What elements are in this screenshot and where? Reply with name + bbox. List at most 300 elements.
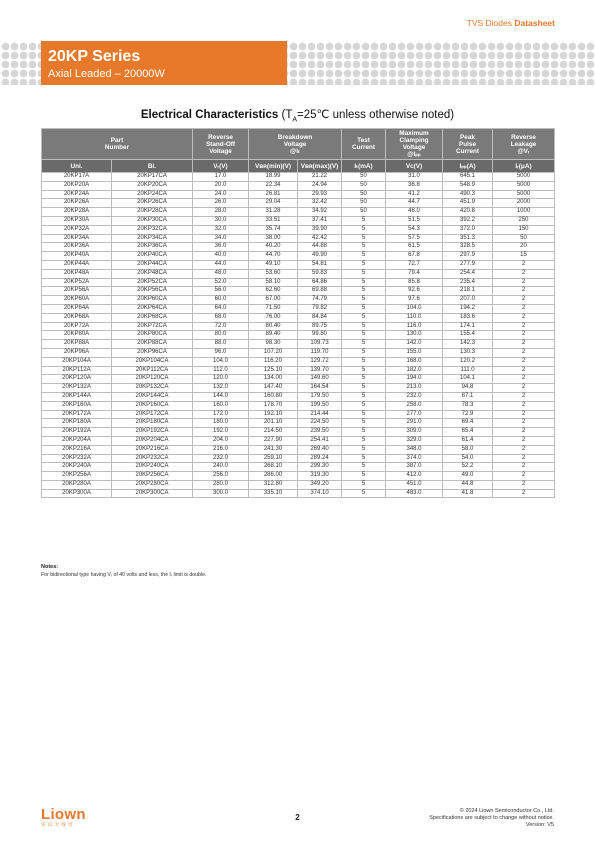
table-cell: 5: [342, 278, 386, 287]
table-cell: 44.0: [193, 260, 249, 269]
table-cell: 20KP280CA: [112, 480, 193, 489]
table-cell: 232.0: [386, 392, 443, 401]
table-cell: 645.1: [443, 173, 493, 182]
footer-disclaimer: Specifications are subject to change without notice.: [429, 815, 554, 821]
table-cell: 134.00: [249, 375, 298, 384]
table-cell: 41.8: [443, 489, 493, 498]
table-cell: 172.0: [193, 410, 249, 419]
table-cell: 33.51: [249, 216, 298, 225]
table-cell: 387.0: [386, 463, 443, 472]
table-cell: 80.40: [249, 322, 298, 331]
table-cell: 17.0: [193, 173, 249, 182]
table-row: [42, 216, 555, 225]
table-cell: 155.4: [443, 331, 493, 340]
table-cell: 150: [493, 225, 555, 234]
table-cell: 20KP26CA: [112, 199, 193, 208]
table-cell: 20KP34A: [42, 234, 112, 243]
table-cell: 139.70: [298, 366, 342, 375]
table-cell: 24.0: [193, 190, 249, 199]
table-cell: 277.9: [443, 260, 493, 269]
table-cell: 52.2: [443, 463, 493, 472]
table-body: [42, 173, 555, 498]
table-cell: 37.41: [298, 216, 342, 225]
table-cell: 20KP64CA: [112, 304, 193, 313]
table-row: [42, 313, 555, 322]
table-cell: 2: [493, 472, 555, 481]
table-cell: 319.30: [298, 472, 342, 481]
table-cell: 328.5: [443, 243, 493, 252]
table-cell: 60.0: [193, 296, 249, 305]
table-cell: 374.10: [298, 489, 342, 498]
table-cell: 20KP56CA: [112, 287, 193, 296]
table-cell: 5: [342, 428, 386, 437]
series-title: 20KP Series: [48, 48, 141, 65]
table-cell: 20KP300A: [42, 489, 112, 498]
table-cell: 5: [342, 489, 386, 498]
table-cell: 20KP24A: [42, 190, 112, 199]
document-category: TVS Diodes Datasheet: [466, 18, 555, 28]
table-cell: 132.0: [193, 384, 249, 393]
table-cell: 5: [342, 445, 386, 454]
table-cell: 57.5: [386, 234, 443, 243]
table-cell: 142.3: [443, 340, 493, 349]
unit-cell: Vʙʀ(min)(V): [249, 160, 298, 173]
table-cell: 5: [342, 480, 386, 489]
table-cell: 78.3: [443, 401, 493, 410]
table-row: [42, 428, 555, 437]
table-cell: 241.30: [249, 445, 298, 454]
table-cell: 64.0: [193, 304, 249, 313]
table-cell: 50: [493, 234, 555, 243]
table-cell: 254.4: [443, 269, 493, 278]
table-cell: 49.90: [298, 252, 342, 261]
table-cell: 144.0: [193, 392, 249, 401]
table-cell: 20KP132A: [42, 384, 112, 393]
table-cell: 2: [493, 392, 555, 401]
table-cell: 129.72: [298, 357, 342, 366]
table-cell: 51.5: [386, 216, 443, 225]
table-cell: 2: [493, 322, 555, 331]
header-breakdown-voltage: Breakdown Voltage @Iₜ: [249, 129, 342, 160]
table-cell: 5: [342, 304, 386, 313]
table-cell: 36.8: [386, 181, 443, 190]
table-cell: 20KP232A: [42, 454, 112, 463]
table-cell: 67.8: [386, 252, 443, 261]
table-cell: 2: [493, 348, 555, 357]
header-clamping-voltage: Maximum Clamping Voltage @Iₚₚ: [386, 129, 443, 160]
table-cell: 84.84: [298, 313, 342, 322]
table-cell: 5: [342, 410, 386, 419]
header-reverse-leakage: Reverse Leakage @Vᵣ: [493, 129, 555, 160]
table-cell: 2: [493, 489, 555, 498]
table-cell: 20KP256CA: [112, 472, 193, 481]
table-cell: 5: [342, 243, 386, 252]
table-cell: 79.82: [298, 304, 342, 313]
table-cell: 256.0: [193, 472, 249, 481]
table-cell: 182.0: [386, 366, 443, 375]
table-cell: 20KP30CA: [112, 216, 193, 225]
table-cell: 147.40: [249, 384, 298, 393]
table-cell: 44.7: [386, 199, 443, 208]
table-cell: 286.00: [249, 472, 298, 481]
table-cell: 20KP216CA: [112, 445, 193, 454]
table-cell: 50: [342, 208, 386, 217]
table-cell: 31.0: [386, 173, 443, 182]
table-cell: 20KP34CA: [112, 234, 193, 243]
table-cell: 20KP44CA: [112, 260, 193, 269]
table-cell: 20KP144A: [42, 392, 112, 401]
table-cell: 36.0: [193, 243, 249, 252]
table-cell: 194.0: [386, 375, 443, 384]
table-cell: 30.0: [193, 216, 249, 225]
series-subtitle: Axial Leaded – 20000W: [48, 68, 165, 80]
table-cell: 451.0: [386, 480, 443, 489]
table-cell: 20KP26A: [42, 199, 112, 208]
table-cell: 20KP32CA: [112, 225, 193, 234]
table-cell: 183.6: [443, 313, 493, 322]
table-cell: 130.3: [443, 348, 493, 357]
table-cell: 26.81: [249, 190, 298, 199]
table-cell: 72.7: [386, 260, 443, 269]
table-cell: 5: [342, 375, 386, 384]
table-cell: 192.0: [193, 428, 249, 437]
table-cell: 20KP112CA: [112, 366, 193, 375]
table-cell: 87.1: [443, 392, 493, 401]
table-cell: 20KP80CA: [112, 331, 193, 340]
table-cell: 41.2: [386, 190, 443, 199]
table-cell: 59.83: [298, 269, 342, 278]
table-cell: 250: [493, 216, 555, 225]
table-cell: 20KP72A: [42, 322, 112, 331]
table-cell: 20KP160A: [42, 401, 112, 410]
table-cell: 5000: [493, 190, 555, 199]
table-cell: 299.30: [298, 463, 342, 472]
header-peak-pulse-current: Peak Pulse Current: [443, 129, 493, 160]
table-cell: 62.60: [249, 287, 298, 296]
table-cell: 5: [342, 313, 386, 322]
table-row: [42, 322, 555, 331]
table-cell: 119.70: [298, 348, 342, 357]
notes-text: For bidirectional type having Vᵣ of 40 volts and less, the Iᵣ limit is double.: [41, 572, 207, 578]
table-cell: 97.6: [386, 296, 443, 305]
table-cell: 2: [493, 269, 555, 278]
unit-cell: Uni.: [42, 160, 112, 173]
table-cell: 54.0: [443, 454, 493, 463]
table-cell: 58.0: [443, 445, 493, 454]
table-cell: 20KP28A: [42, 208, 112, 217]
table-cell: 61.5: [386, 243, 443, 252]
table-cell: 18.99: [249, 173, 298, 182]
footer-info: [429, 808, 554, 829]
logo-text: Liown: [41, 806, 86, 823]
table-cell: 96.0: [193, 348, 249, 357]
table-cell: 5: [342, 392, 386, 401]
table-cell: 374.0: [386, 454, 443, 463]
table-cell: 194.2: [443, 304, 493, 313]
table-cell: 50: [342, 190, 386, 199]
table-cell: 20KP68A: [42, 313, 112, 322]
table-cell: 5: [342, 454, 386, 463]
table-cell: 168.0: [386, 357, 443, 366]
table-cell: 213.0: [386, 384, 443, 393]
table-cell: 125.10: [249, 366, 298, 375]
table-row: [42, 489, 555, 498]
table-cell: 155.0: [386, 348, 443, 357]
table-cell: 20KP44A: [42, 260, 112, 269]
table-row: [42, 199, 555, 208]
table-cell: 116.20: [249, 357, 298, 366]
table-cell: 20KP144CA: [112, 392, 193, 401]
footer-version: Version: V5: [525, 822, 554, 828]
table-cell: 110.0: [386, 313, 443, 322]
table-cell: 20KP120A: [42, 375, 112, 384]
table-cell: 56.0: [193, 287, 249, 296]
table-cell: 348.0: [386, 445, 443, 454]
table-cell: 24.94: [298, 181, 342, 190]
unit-cell: Iᵣ(μA): [493, 160, 555, 173]
table-cell: 109.73: [298, 340, 342, 349]
table-cell: 20KP180CA: [112, 419, 193, 428]
table-cell: 111.0: [443, 366, 493, 375]
notes-title: Notes:: [41, 564, 59, 570]
table-cell: 20KP48CA: [112, 269, 193, 278]
table-cell: 2: [493, 313, 555, 322]
table-cell: 61.4: [443, 436, 493, 445]
header-test-current: Test Current: [342, 129, 386, 160]
table-cell: 20KP204A: [42, 436, 112, 445]
table-cell: 20.0: [193, 181, 249, 190]
table-cell: 20KP300CA: [112, 489, 193, 498]
table-row: [42, 454, 555, 463]
table-row: [42, 375, 555, 384]
table-cell: 26.0: [193, 199, 249, 208]
table-cell: 54.81: [298, 260, 342, 269]
table-cell: 85.8: [386, 278, 443, 287]
table-cell: 104.1: [443, 375, 493, 384]
logo-subtext: 乐 山 无 线 电: [41, 822, 74, 827]
table-cell: 2: [493, 463, 555, 472]
table-cell: 68.0: [193, 313, 249, 322]
table-cell: 20KP30A: [42, 216, 112, 225]
table-cell: 20KP72CA: [112, 322, 193, 331]
table-cell: 5: [342, 401, 386, 410]
table-cell: 218.1: [443, 287, 493, 296]
table-cell: 2: [493, 428, 555, 437]
table-cell: 20KP216A: [42, 445, 112, 454]
table-cell: 5: [342, 384, 386, 393]
table-row: [42, 419, 555, 428]
table-cell: 20KP24CA: [112, 190, 193, 199]
table-cell: 240.0: [193, 463, 249, 472]
table-cell: 224.50: [298, 419, 342, 428]
table-row: [42, 243, 555, 252]
table-cell: 20KP192A: [42, 428, 112, 437]
table-cell: 94.8: [443, 384, 493, 393]
table-cell: 5: [342, 260, 386, 269]
table-cell: 1000: [493, 208, 555, 217]
table-unit-row: [42, 160, 555, 173]
table-cell: 20KP172CA: [112, 410, 193, 419]
table-cell: 160.80: [249, 392, 298, 401]
table-cell: 49.0: [443, 472, 493, 481]
table-cell: 79.4: [386, 269, 443, 278]
table-cell: 2: [493, 331, 555, 340]
table-cell: 38.00: [249, 234, 298, 243]
table-cell: 44.88: [298, 243, 342, 252]
table-cell: 20: [493, 243, 555, 252]
table-cell: 451.9: [443, 199, 493, 208]
table-cell: 2: [493, 384, 555, 393]
table-cell: 268.10: [249, 463, 298, 472]
table-cell: 20KP80A: [42, 331, 112, 340]
table-cell: 5: [342, 419, 386, 428]
table-cell: 392.2: [443, 216, 493, 225]
table-cell: 5: [342, 225, 386, 234]
table-cell: 20KP64A: [42, 304, 112, 313]
table-cell: 20KP120CA: [112, 375, 193, 384]
table-row: [42, 225, 555, 234]
unit-cell: Vᵣ(V): [193, 160, 249, 173]
table-cell: 52.0: [193, 278, 249, 287]
table-row: [42, 436, 555, 445]
table-cell: 216.0: [193, 445, 249, 454]
table-cell: 372.0: [443, 225, 493, 234]
table-cell: 2: [493, 401, 555, 410]
table-cell: 20KP172A: [42, 410, 112, 419]
table-row: [42, 234, 555, 243]
table-cell: 50: [342, 199, 386, 208]
page-number: 2: [295, 813, 300, 822]
unit-cell: Bi.: [112, 160, 193, 173]
table-header-row: [42, 129, 555, 160]
header-reverse-standoff: Reverse Stand-Off Voltage: [193, 129, 249, 160]
table-row: [42, 472, 555, 481]
table-row: [42, 331, 555, 340]
table-cell: 5: [342, 357, 386, 366]
table-cell: 21.22: [298, 173, 342, 182]
table-cell: 116.0: [386, 322, 443, 331]
table-cell: 254.41: [298, 436, 342, 445]
table-cell: 98.30: [249, 340, 298, 349]
table-cell: 40.0: [193, 252, 249, 261]
table-row: [42, 401, 555, 410]
table-cell: 5: [342, 331, 386, 340]
table-cell: 207.0: [443, 296, 493, 305]
table-row: [42, 410, 555, 419]
table-cell: 2: [493, 278, 555, 287]
table-cell: 180.0: [193, 419, 249, 428]
table-cell: 2: [493, 340, 555, 349]
table-cell: 20KP52CA: [112, 278, 193, 287]
unit-cell: Vʙʀ(max)(V): [298, 160, 342, 173]
table-cell: 80.0: [193, 331, 249, 340]
table-row: [42, 304, 555, 313]
table-cell: 5: [342, 463, 386, 472]
table-row: [42, 278, 555, 287]
table-cell: 20KP40A: [42, 252, 112, 261]
table-cell: 5: [342, 287, 386, 296]
table-cell: 2: [493, 480, 555, 489]
table-cell: 297.9: [443, 252, 493, 261]
table-cell: 5: [342, 322, 386, 331]
table-cell: 5000: [493, 173, 555, 182]
table-cell: 112.0: [193, 366, 249, 375]
table-cell: 20KP68CA: [112, 313, 193, 322]
table-cell: 20KP96A: [42, 348, 112, 357]
footer-copyright: © 2024 Liown Semiconductor Co., Ltd.: [459, 808, 554, 814]
table-cell: 5: [342, 269, 386, 278]
table-cell: 35.74: [249, 225, 298, 234]
table-cell: 2: [493, 260, 555, 269]
table-cell: 120.0: [193, 375, 249, 384]
table-cell: 2: [493, 436, 555, 445]
table-cell: 39.90: [298, 225, 342, 234]
table-cell: 312.80: [249, 480, 298, 489]
table-cell: 15: [493, 252, 555, 261]
table-cell: 20KP88CA: [112, 340, 193, 349]
table-cell: 50: [342, 173, 386, 182]
table-cell: 89.75: [298, 322, 342, 331]
series-banner: [41, 41, 287, 85]
table-row: [42, 384, 555, 393]
table-cell: 120.2: [443, 357, 493, 366]
header-part-number: Part Number: [42, 129, 193, 160]
table-cell: 149.60: [298, 375, 342, 384]
table-cell: 2: [493, 375, 555, 384]
table-cell: 2: [493, 357, 555, 366]
table-cell: 192.10: [249, 410, 298, 419]
table-cell: 232.0: [193, 454, 249, 463]
table-cell: 2: [493, 304, 555, 313]
table-cell: 227.90: [249, 436, 298, 445]
table-cell: 160.0: [193, 401, 249, 410]
table-cell: 72.0: [193, 322, 249, 331]
table-cell: 300.0: [193, 489, 249, 498]
table-cell: 29.93: [298, 190, 342, 199]
table-cell: 20KP204CA: [112, 436, 193, 445]
table-cell: 107.20: [249, 348, 298, 357]
table-cell: 104.0: [386, 304, 443, 313]
table-cell: 67.00: [249, 296, 298, 305]
unit-cell: Vᴄ(V): [386, 160, 443, 173]
table-cell: 2000: [493, 199, 555, 208]
table-cell: 58.10: [249, 278, 298, 287]
table-cell: 20KP60CA: [112, 296, 193, 305]
table-cell: 20KP17A: [42, 173, 112, 182]
table-cell: 20KP104CA: [112, 357, 193, 366]
table-cell: 258.0: [386, 401, 443, 410]
table-cell: 201.10: [249, 419, 298, 428]
table-row: [42, 173, 555, 182]
table-cell: 2: [493, 366, 555, 375]
table-row: [42, 208, 555, 217]
table-cell: 88.0: [193, 340, 249, 349]
table-cell: 214.44: [298, 410, 342, 419]
table-cell: 2: [493, 419, 555, 428]
table-cell: 49.10: [249, 260, 298, 269]
table-cell: 92.6: [386, 287, 443, 296]
table-cell: 69.4: [443, 419, 493, 428]
table-cell: 2: [493, 296, 555, 305]
table-cell: 20KP20CA: [112, 181, 193, 190]
table-cell: 204.0: [193, 436, 249, 445]
table-cell: 48.0: [193, 269, 249, 278]
table-cell: 289.24: [298, 454, 342, 463]
document-type: Datasheet: [514, 18, 555, 28]
table-cell: 20KP240CA: [112, 463, 193, 472]
table-row: [42, 252, 555, 261]
table-cell: 20KP104A: [42, 357, 112, 366]
